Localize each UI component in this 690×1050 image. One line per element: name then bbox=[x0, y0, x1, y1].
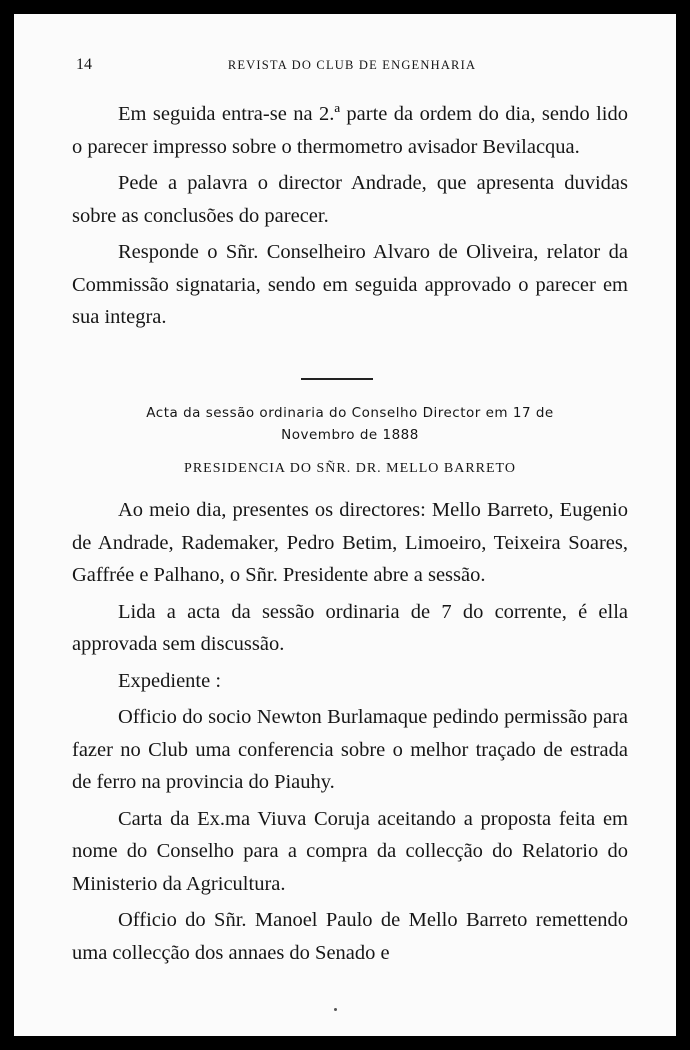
paragraph: Ao meio dia, presentes os directores: Mello Barreto, Eugenio de Andrade, Rademaker, Pedro Betim, Limoeiro, Teixeira Soares, Gaffrée e Palhano, o Sñr. Presidente abre a sessão. bbox=[72, 499, 628, 586]
paragraph: Responde o Sñr. Conselheiro Alvaro de Oliveira, relator da Commissão signataria, sendo em seguida approvado o parecer em sua integra. bbox=[72, 241, 628, 328]
paragraph: Officio do Sñr. Manoel Paulo de Mello Barreto remettendo uma collecção dos annaes do Senado e bbox=[72, 909, 628, 964]
paragraph: Expediente : bbox=[118, 669, 222, 692]
paragraph: Carta da Ex.ma Viuva Coruja aceitando a proposta feita em nome do Conselho para a compra da collecção do Relatorio do Ministerio da Agricultura. bbox=[72, 807, 628, 895]
presidency-line: PRESIDENCIA DO SÑR. DR. MELLO BARRETO bbox=[184, 461, 516, 476]
section-divider bbox=[301, 378, 373, 380]
paragraph: Lida a acta da sessão ordinaria de 7 do corrente, é ella approvada sem discussão. bbox=[72, 600, 628, 655]
running-header bbox=[76, 56, 628, 78]
acta-heading-line: Novembro de 1888 bbox=[281, 427, 419, 443]
running-title: REVISTA DO CLUB DE ENGENHARIA bbox=[227, 58, 477, 72]
paragraph: Em seguida entra-se na 2.ª parte da ordem do dia, sendo lido o parecer impresso sobre o thermometro avisador Bevilacqua. bbox=[72, 103, 628, 158]
document-page bbox=[14, 14, 676, 1036]
page-number: 14 bbox=[76, 56, 92, 73]
paragraph: Pede a palavra o director Andrade, que apresenta duvidas sobre as conclusões do parecer. bbox=[72, 172, 628, 227]
paragraph: Officio do socio Newton Burlamaque pedindo permissão para fazer no Club uma conferencia sobre o melhor traçado de estrada de ferro na provincia do Piauhy. bbox=[72, 706, 628, 793]
section-text-first bbox=[72, 98, 628, 338]
section-text-acta bbox=[72, 494, 628, 973]
acta-heading-line: Acta da sessão ordinaria do Conselho Director em 17 de bbox=[146, 405, 554, 421]
acta-heading bbox=[72, 402, 628, 446]
footer-mark bbox=[334, 1008, 337, 1011]
